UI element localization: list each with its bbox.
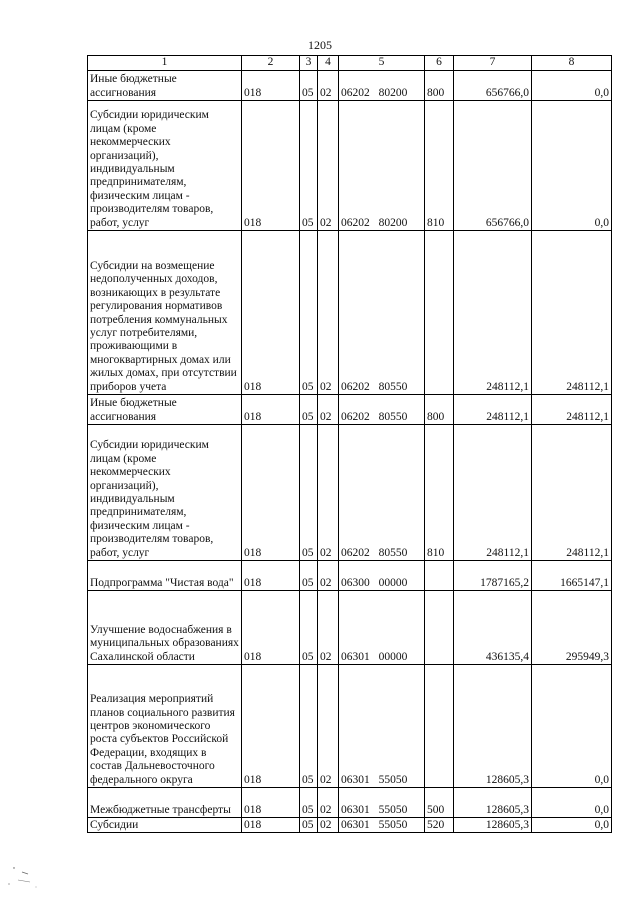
expense-type-cell: 810	[425, 425, 454, 561]
section-code-cell: 05	[300, 425, 318, 561]
target-article-cell: 06301 55050	[339, 818, 425, 833]
row-name-cell: Подпрограмма "Чистая вода"	[88, 561, 242, 591]
expense-type-cell: 520	[425, 818, 454, 833]
amount-2019-cell: 656766,0	[454, 101, 532, 231]
admin-code-cell: 018	[242, 395, 300, 425]
subsection-code-cell: 02	[318, 231, 339, 395]
admin-code-cell: 018	[242, 425, 300, 561]
section-code-cell: 05	[300, 665, 318, 788]
target-article-cell: 06202 80550	[339, 231, 425, 395]
expense-type-cell	[425, 231, 454, 395]
row-name-cell: Иные бюджетные ассигнования	[88, 395, 242, 425]
amount-2020-cell: 0,0	[532, 818, 612, 833]
admin-code-cell: 018	[242, 665, 300, 788]
section-code-cell: 05	[300, 788, 318, 818]
admin-code-cell: 018	[242, 818, 300, 833]
amount-2019-cell: 436135,4	[454, 591, 532, 665]
target-article-cell: 06300 00000	[339, 561, 425, 591]
subsection-code-cell: 02	[318, 71, 339, 101]
target-article-cell: 06202 80200	[339, 71, 425, 101]
table-row	[88, 818, 612, 833]
row-name-cell: Иные бюджетные ассигнования	[88, 71, 242, 101]
amount-2020-cell: 1665147,1	[532, 561, 612, 591]
amount-2020-cell: 0,0	[532, 71, 612, 101]
column-header: 4	[318, 56, 339, 71]
row-name-cell: Субсидии юридическим лицам (кроме некоммерческих организаций), индивидуальным предпринимателям, физическим лицам - производителям товаров, работ, услуг	[88, 101, 242, 231]
row-name-cell: Субсидии юридическим лицам (кроме некоммерческих организаций), индивидуальным предпринимателям, физическим лицам - производителям товаров, работ, услуг	[88, 425, 242, 561]
subsection-code-cell: 02	[318, 665, 339, 788]
amount-2019-cell: 248112,1	[454, 231, 532, 395]
target-article-cell: 06202 80550	[339, 395, 425, 425]
scan-noise-marks	[0, 860, 640, 905]
admin-code-cell: 018	[242, 71, 300, 101]
table-row	[88, 71, 612, 101]
row-name-cell: Реализация мероприятий планов социального развития центров экономического роста субъектов Российской Федерации, входящих в состав Дальневосточного федерального округа	[88, 665, 242, 788]
column-header: 1	[88, 56, 242, 71]
header-row	[88, 56, 612, 71]
section-code-cell: 05	[300, 591, 318, 665]
amount-2020-cell: 0,0	[532, 101, 612, 231]
subsection-code-cell: 02	[318, 425, 339, 561]
subsection-code-cell: 02	[318, 101, 339, 231]
section-code-cell: 05	[300, 231, 318, 395]
table-row	[88, 425, 612, 561]
table-row	[88, 231, 612, 395]
subsection-code-cell: 02	[318, 561, 339, 591]
table-row	[88, 101, 612, 231]
table-row	[88, 395, 612, 425]
target-article-cell: 06202 80550	[339, 425, 425, 561]
page-number: 1205	[308, 38, 332, 52]
section-code-cell: 05	[300, 561, 318, 591]
admin-code-cell: 018	[242, 231, 300, 395]
expense-type-cell	[425, 561, 454, 591]
target-article-cell: 06301 55050	[339, 788, 425, 818]
amount-2019-cell: 1787165,2	[454, 561, 532, 591]
subsection-code-cell: 02	[318, 395, 339, 425]
subsection-code-cell: 02	[318, 788, 339, 818]
section-code-cell: 05	[300, 101, 318, 231]
expense-type-cell: 810	[425, 101, 454, 231]
expense-type-cell	[425, 591, 454, 665]
section-code-cell: 05	[300, 395, 318, 425]
column-header: 8	[532, 56, 612, 71]
column-header: 6	[425, 56, 454, 71]
amount-2020-cell: 0,0	[532, 788, 612, 818]
column-header: 5	[339, 56, 425, 71]
column-header: 3	[300, 56, 318, 71]
expense-type-cell	[425, 665, 454, 788]
subsection-code-cell: 02	[318, 591, 339, 665]
row-name-cell: Улучшение водоснабжения в муниципальных образованиях Сахалинской области	[88, 591, 242, 665]
amount-2019-cell: 128605,3	[454, 665, 532, 788]
expense-type-cell: 500	[425, 788, 454, 818]
expense-type-cell: 800	[425, 395, 454, 425]
table-row	[88, 665, 612, 788]
column-header: 2	[242, 56, 300, 71]
table-row	[88, 788, 612, 818]
target-article-cell: 06301 55050	[339, 665, 425, 788]
amount-2019-cell: 248112,1	[454, 425, 532, 561]
section-code-cell: 05	[300, 71, 318, 101]
row-name-cell: Межбюджетные трансферты	[88, 788, 242, 818]
amount-2019-cell: 128605,3	[454, 788, 532, 818]
table-row	[88, 591, 612, 665]
expense-type-cell: 800	[425, 71, 454, 101]
amount-2020-cell: 248112,1	[532, 395, 612, 425]
column-header: 7	[454, 56, 532, 71]
admin-code-cell: 018	[242, 101, 300, 231]
budget-table	[87, 55, 612, 833]
row-name-cell: Субсидии на возмещение недополученных доходов, возникающих в результате регулирования нормативов потребления коммунальных услуг потребителями, проживающими в многоквартирных домах или жилых домах, при отсутствии приборов учета	[88, 231, 242, 395]
section-code-cell: 05	[300, 818, 318, 833]
amount-2020-cell: 248112,1	[532, 231, 612, 395]
amount-2020-cell: 295949,3	[532, 591, 612, 665]
amount-2019-cell: 248112,1	[454, 395, 532, 425]
amount-2020-cell: 0,0	[532, 665, 612, 788]
subsection-code-cell: 02	[318, 818, 339, 833]
admin-code-cell: 018	[242, 591, 300, 665]
admin-code-cell: 018	[242, 788, 300, 818]
table-body	[88, 71, 612, 833]
target-article-cell: 06301 00000	[339, 591, 425, 665]
row-name-cell: Субсидии	[88, 818, 242, 833]
amount-2019-cell: 128605,3	[454, 818, 532, 833]
target-article-cell: 06202 80200	[339, 101, 425, 231]
table-row	[88, 561, 612, 591]
amount-2019-cell: 656766,0	[454, 71, 532, 101]
admin-code-cell: 018	[242, 561, 300, 591]
amount-2020-cell: 248112,1	[532, 425, 612, 561]
